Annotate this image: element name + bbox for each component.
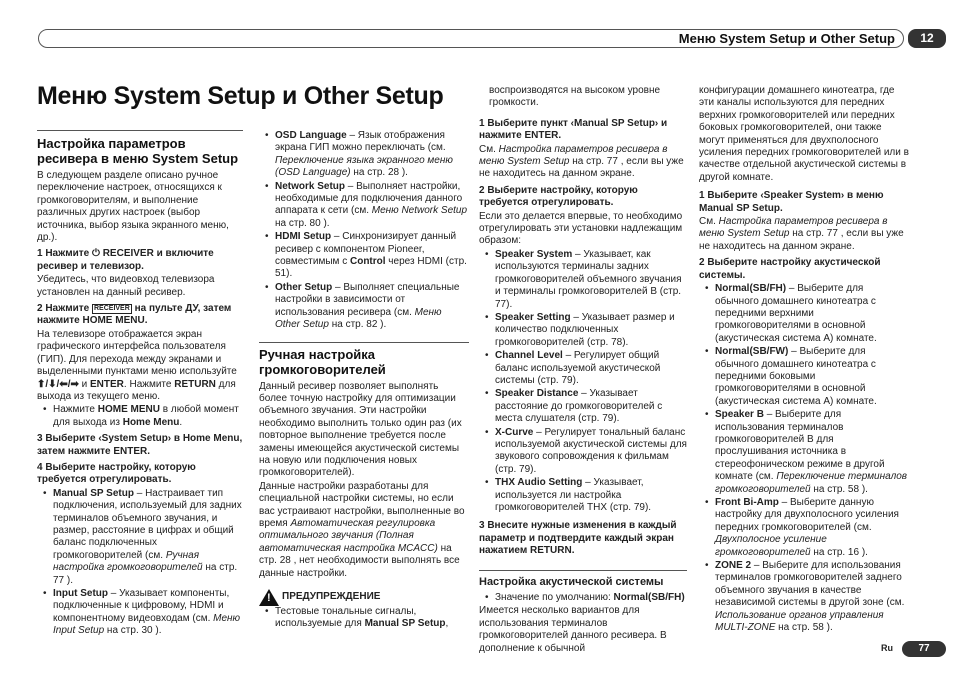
list-item: • Speaker B – Выберите для использования терминалов громкоговорителей B для прослушивания источника в стереофоническом режиме в другой комнате (см. Переключение терминалов громкоговорителей на стр. 58 ).	[699, 409, 909, 496]
column-4	[699, 85, 909, 635]
header-title: Меню System Setup и Other Setup	[678, 31, 895, 46]
list-item: • Speaker System – Указывает, как используются терминалы задних громкоговорителей объемного звучания и терминалы громкоговорителей B (стр. 77).	[479, 249, 687, 311]
list-item: • THX Audio Setting – Указывает, используется ли настройка громкоговорителей THX (стр. 79).	[479, 477, 687, 514]
list-item: • Front Bi-Amp – Выберите данную настройку для двухполосного усиления передних громкоговорителей (см. Двухполосное усиление громкоговорителей на стр. 16 ).	[699, 497, 909, 559]
warning-icon: !	[259, 589, 279, 606]
column-2	[259, 130, 469, 632]
step-4: 4 Выберите настройку, которую требуется отрегулировать.	[37, 461, 196, 486]
step-1: 1 Нажмите ⏻ RECEIVER и включите ресивер и телевизор.	[37, 248, 214, 272]
list-item: • Manual SP Setup – Настраивает тип подключения, используемый для задних терминалов объемного звучания, и размер, расстояние в цифрах и общий баланс подключенных громкоговорителей (см. Ручная настройка громкоговорителей на стр. 77 ).	[37, 488, 243, 587]
paragraph: конфигурации домашнего кинотеатра, где эти каналы используются для передних верхних громкоговорителей или передних боковых громкоговорителей, они также могут применяться для двухполосного усиления передних громкоговорителей или в качестве отдельной акустической системы в другой комнате.	[699, 85, 909, 183]
column-1	[37, 130, 243, 639]
power-icon: ⏻	[92, 248, 100, 260]
list-item: • Тестовые тональные сигналы, используемые для Manual SP Setup,	[259, 606, 469, 631]
list-item: • Input Setup – Указывает компоненты, подключенные к цифровому, HDMI и компонентному видеовходам (см. Меню Input Setup на стр. 30 ).	[37, 588, 243, 638]
intro-text: В следующем разделе описано ручное переключение настроек, относящихся к громкоговорителям, и выполнение различных других настроек (выбор источника, выбор языка экранного меню, др.).	[37, 170, 229, 244]
chapter-badge: 12	[908, 29, 946, 48]
list-item: • Other Setup – Выполняет специальные настройки в зависимости от использования ресивера (см. Меню Other Setup на стр. 82 ).	[259, 282, 469, 332]
list-item: • Normal(SB/FH) – Выберите для обычного домашнего кинотеатра с передними верхними громкоговорителями в основной (акустическая система A) комнате.	[699, 283, 909, 345]
paragraph: воспроизводятся на высоком уровне громкости.	[489, 85, 661, 109]
language-label: Ru	[881, 643, 893, 653]
list-item: • Normal(SB/FW) – Выберите для обычного домашнего кинотеатра с передними боковыми громкоговорителями в основной (акустическая система A) комнате.	[699, 346, 909, 408]
section-heading: Ручная настройка громкоговорителей	[259, 346, 386, 377]
paragraph: Данные настройки разработаны для специальной настройки системы, но если вас устраивают настройки, выполненные во время Автоматическая регулировка оптимального звучания (Полная автоматическая настройка MCACC) на стр. 28 , нет необходимости выполнять все данные настройки.	[259, 480, 465, 579]
step-1-text: См. Настройка параметров ресивера в меню System Setup на стр. 77 , если вы уже не находитесь на данном экране.	[699, 216, 904, 252]
column-3	[479, 85, 687, 656]
step-3: 3 Выберите ‹System Setup› в Home Menu, затем нажмите ENTER.	[37, 433, 243, 457]
section-rule	[259, 342, 469, 343]
step-1-text: См. Настройка параметров ресивера в меню System Setup на стр. 77 , если вы уже не находитесь на данном экране.	[479, 143, 684, 180]
list-item: • Нажмите HOME MENU в любой момент для выхода из Home Menu.	[37, 404, 243, 429]
arrow-keys-icon: ⬆/⬇/⬅/➡	[37, 378, 79, 390]
step-2-text: Если это делается впервые, то необходимо отрегулировать эти установки надлежащим образом:	[479, 210, 683, 247]
warning-heading: ! ПРЕДУПРЕЖДЕНИЕ	[259, 589, 469, 606]
step-1: 1 Выберите ‹Speaker System› в меню Manual SP Setup.	[699, 190, 884, 214]
paragraph: Данный ресивер позволяет выполнять более точную настройку для оптимизации объемного звучания. Эти настройки необходимо выполнить только один раз (их повторное выполнение требуется после замены имеющейся акустической системы на новую или подключения новых громкоговорителей).	[259, 380, 462, 479]
step-2: 2 Нажмите RECEIVER на пульте ДУ, затем нажмите HOME MENU.	[37, 303, 232, 327]
step-2: 2 Выберите настройку, которую требуется отрегулировать.	[479, 184, 638, 209]
list-item: • Speaker Setting – Указывает размер и количество подключенных громкоговорителей (стр. 78).	[479, 312, 687, 349]
list-item: • OSD Language – Язык отображения экрана ГИП можно переключать (см. Переключение языка экранного меню (OSD Language) на стр. 28 ).	[259, 130, 469, 180]
paragraph: Имеется несколько вариантов для использования терминалов громкоговорителей данного ресивера. В дополнение к обычной	[479, 605, 667, 654]
list-item: • Channel Level – Регулирует общий баланс используемой акустической системы (стр. 79).	[479, 350, 687, 387]
step-3: 3 Внесите нужные изменения в каждый параметр и подтвердите каждый экран нажатием RETURN.	[479, 520, 677, 557]
section-heading: Настройка акустической системы	[479, 575, 664, 588]
step-1: 1 Выберите пункт ‹Manual SP Setup› и нажмите ENTER.	[479, 117, 668, 142]
section-rule	[37, 130, 243, 131]
list-item: • X-Curve – Регулирует тональный баланс используемой акустической системы для звукового сопровождения к фильмам (стр. 79).	[479, 427, 687, 477]
step-2: 2 Выберите настройку акустической системы.	[699, 257, 881, 281]
step-1-text: Убедитесь, что видеовход телевизора установлен на данный ресивер.	[37, 274, 215, 298]
list-item: • Network Setup – Выполняет настройки, необходимые для подключения данного аппарата к сети (см. Меню Network Setup на стр. 80 ).	[259, 181, 469, 231]
list-item: • Speaker Distance – Указывает расстояние до громкоговорителей с места слушателя (стр. 79).	[479, 388, 687, 425]
section-heading: Настройка параметров ресивера в меню System Setup	[37, 136, 239, 166]
step-2-text: На телевизоре отображается экран графического интерфейса пользователя (ГИП). Для перехода между экранами и выделенными пунктами меню используйте ⬆/⬇/⬅/➡ и ENTER. Нажмите RETURN для выхода из текущего меню.	[37, 328, 237, 402]
receiver-button-icon: RECEIVER	[94, 305, 130, 313]
page-title: Меню System Setup и Other Setup	[37, 82, 444, 110]
page-number: 77	[902, 641, 946, 657]
list-item: • Значение по умолчанию: Normal(SB/FH)	[479, 592, 687, 604]
list-item: • HDMI Setup – Синхронизирует данный ресивер с компонентом Pioneer, совместимым с Control через HDMI (стр. 51).	[259, 231, 469, 281]
list-item: • ZONE 2 – Выберите для использования терминалов громкоговорителей заднего объемного звучания в качестве независимой системы в другой зоне (см. Использование органов управления MULTI-ZONE на стр. 58 ).	[699, 560, 909, 634]
section-rule	[479, 570, 687, 571]
